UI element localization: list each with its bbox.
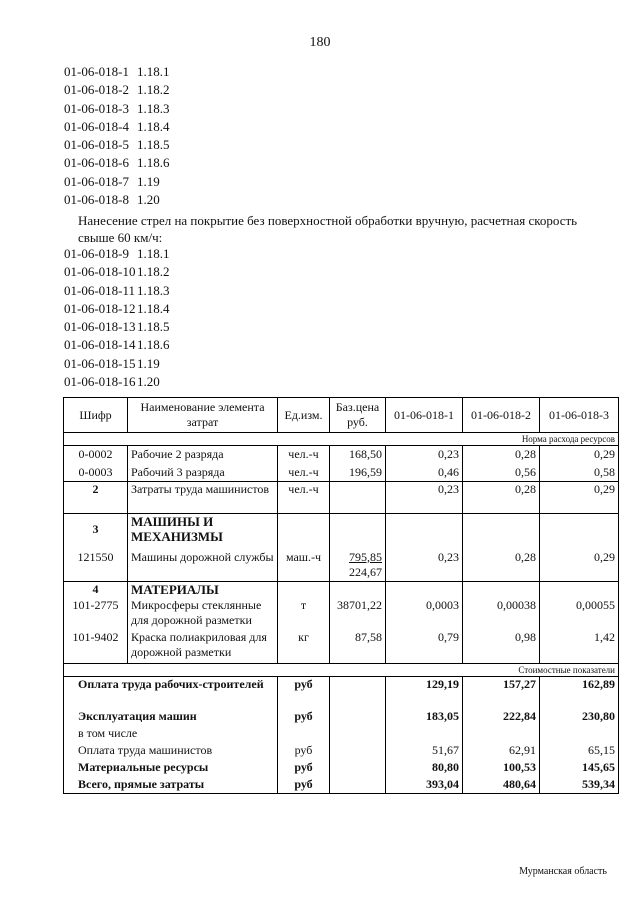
cell-unit: маш.-ч [278,550,330,582]
cell-code: 0-0002 [64,446,128,464]
cell-unit: руб [278,709,330,726]
section-number: 3 [64,514,128,550]
empty-cell [330,777,386,794]
list-item [64,81,170,99]
table-row [64,464,619,482]
cell-value: 230,80 [540,709,619,726]
list-item [64,318,170,336]
code-list-1 [64,63,170,209]
empty-cell [330,582,386,598]
cell-name: Машины дорожной службы [128,550,278,582]
code: 01-06-018-1 [64,64,129,79]
table-row [64,677,619,709]
ref: 1.18.3 [137,100,170,116]
cell-value: 51,67 [386,743,463,760]
empty-cell [463,514,540,550]
table-header-row [64,398,619,433]
cost-name: Оплата труда рабочих-строителей [64,677,278,709]
table-row [64,598,619,630]
code: 01-06-018-14 [64,337,136,353]
cell-unit: чел.-ч [278,446,330,464]
cell-value: 65,15 [540,743,619,760]
table-row [64,760,619,777]
price-top: 795,85 [349,549,382,564]
cell-price: 87,58 [330,630,386,664]
cell-name: Рабочие 2 разряда [128,446,278,464]
list-item [64,263,170,281]
empty-cell [386,582,463,598]
list-item [64,336,170,354]
empty-cell [330,677,386,709]
ref: 1.18.3 [137,282,170,298]
cell-value: 0,23 [386,446,463,464]
cell-name: Микросферы стеклянные для дорожной разметки [128,598,278,630]
section-note: Нанесение стрел на покрытие без поверхностной обработки вручную, расчетная скорость свыше 60 км/ч: [78,213,578,245]
cell-price: 168,50 [330,446,386,464]
resource-norms-table [63,397,619,794]
cell-unit: чел.-ч [278,464,330,482]
column-header: Шифр [64,398,128,433]
ref: 1.18.5 [137,319,170,335]
code: 01-06-018-7 [64,173,129,189]
cell-value: 129,19 [386,677,463,709]
code: 01-06-018-9 [64,246,129,261]
cell-unit: руб [278,677,330,709]
cell-value: 0,29 [540,482,619,514]
empty-cell [330,743,386,760]
empty-cell [386,514,463,550]
page-number: 180 [309,35,331,50]
cell-value: 0,28 [463,550,540,582]
cell-value: 393,04 [386,777,463,794]
cell-value: 539,34 [540,777,619,794]
list-item [64,373,170,391]
column-header: Ед.изм. [278,398,330,433]
ref: 1.18.6 [137,155,170,171]
code: 01-06-018-8 [64,192,129,208]
cell-value: 0,28 [463,482,540,514]
table-row [64,482,619,514]
code: 01-06-018-6 [64,155,129,171]
cell-price: 38701,22 [330,598,386,630]
empty-cell [278,582,330,598]
list-item [64,136,170,154]
code: 01-06-018-11 [64,282,136,298]
list-item [64,63,170,81]
ref: 1.18.2 [137,264,170,280]
cost-name: Всего, прямые затраты [64,777,278,794]
empty-cell [330,760,386,777]
column-header: 01-06-018-2 [463,398,540,433]
cell-name: Затраты труда машинистов [128,482,278,514]
ref: 1.18.5 [137,137,170,153]
empty-cell [463,582,540,598]
cell-value: 222,84 [463,709,540,726]
cell-value: 0,29 [540,550,619,582]
band-label: Норма расхода ресурсов [64,433,619,446]
column-header: Баз.цена руб. [330,398,386,433]
cell-price [330,550,386,582]
empty-cell [540,726,619,743]
code: 01-06-018-5 [64,137,129,153]
ref: 1.20 [137,374,160,390]
cell-value: 0,98 [463,630,540,664]
footer-region: Мурманская область [519,866,607,877]
ref: 1.18.1 [137,64,170,79]
section-header-row [64,514,619,550]
empty-cell [330,709,386,726]
section-number: 2 [64,482,128,514]
cell-value: 145,65 [540,760,619,777]
table-row [64,709,619,726]
band-label: Стоимостные показатели [64,664,619,677]
section-header-row [64,582,619,598]
empty-cell [330,726,386,743]
cell-code: 101-2775 [64,598,128,630]
column-header: 01-06-018-3 [540,398,619,433]
table-row [64,726,619,743]
ref: 1.18.4 [137,300,170,316]
table-row [64,550,619,582]
cell-value: 0,46 [386,464,463,482]
cost-name: Оплата труда машинистов [64,743,278,760]
ref: 1.19 [137,355,160,371]
cell-value: 0,79 [386,630,463,664]
cell-price [330,482,386,514]
column-header: 01-06-018-1 [386,398,463,433]
ref: 1.18.1 [137,246,170,261]
cell-code: 101-9402 [64,630,128,664]
list-item [64,191,170,209]
code: 01-06-018-13 [64,319,136,335]
cell-value: 157,27 [463,677,540,709]
cell-value: 0,0003 [386,598,463,630]
code: 01-06-018-10 [64,264,136,280]
cell-value: 0,56 [463,464,540,482]
cell-value: 0,29 [540,446,619,464]
cell-unit: руб [278,777,330,794]
empty-cell [463,726,540,743]
cell-code: 121550 [64,550,128,582]
cell-value: 62,91 [463,743,540,760]
table-row [64,630,619,664]
list-item [64,154,170,172]
list-item [64,173,170,191]
cell-value: 80,80 [386,760,463,777]
cell-value: 0,00055 [540,598,619,630]
empty-cell [278,726,330,743]
cell-unit: чел.-ч [278,482,330,514]
ref: 1.18.4 [137,118,170,134]
list-item [64,118,170,136]
cell-name: Краска полиакриловая для дорожной разметки [128,630,278,664]
code: 01-06-018-16 [64,374,136,390]
cost-name: Эксплуатация машин [64,709,278,726]
cell-code: 0-0003 [64,464,128,482]
cell-unit: т [278,598,330,630]
code: 01-06-018-4 [64,118,129,134]
cell-value: 162,89 [540,677,619,709]
cell-value: 0,58 [540,464,619,482]
cell-name: Рабочий 3 разряда [128,464,278,482]
cost-name: Материальные ресурсы [64,760,278,777]
list-item [64,300,170,318]
cell-value: 1,42 [540,630,619,664]
cell-unit: кг [278,630,330,664]
ref: 1.20 [137,192,160,208]
cost-name: в том числе [64,726,278,743]
empty-cell [330,514,386,550]
table-row [64,777,619,794]
cell-unit: руб [278,743,330,760]
code-list-2 [64,245,170,391]
cell-unit: руб [278,760,330,777]
empty-cell [540,582,619,598]
code: 01-06-018-15 [64,355,136,371]
price-bottom: 224,67 [349,564,382,579]
section-title: МАТЕРИАЛЫ [128,582,278,598]
cell-value: 480,64 [463,777,540,794]
table-row [64,446,619,464]
table-row [64,743,619,760]
cell-price: 196,59 [330,464,386,482]
code: 01-06-018-12 [64,300,136,316]
code: 01-06-018-3 [64,100,129,116]
cell-value: 0,23 [386,550,463,582]
list-item [64,355,170,373]
empty-cell [540,514,619,550]
empty-cell [278,514,330,550]
list-item [64,245,170,263]
list-item [64,282,170,300]
ref: 1.19 [137,173,160,189]
cell-value: 100,53 [463,760,540,777]
cell-value: 0,00038 [463,598,540,630]
band-row-costs [64,664,619,677]
cell-value: 0,23 [386,482,463,514]
empty-cell [386,726,463,743]
cell-value: 0,28 [463,446,540,464]
ref: 1.18.2 [137,82,170,98]
code: 01-06-018-2 [64,82,129,98]
band-row-norms [64,433,619,446]
section-number: 4 [64,582,128,598]
cell-value: 183,05 [386,709,463,726]
list-item [64,100,170,118]
section-title: МАШИНЫ И МЕХАНИЗМЫ [128,514,278,550]
ref: 1.18.6 [137,337,170,353]
column-header: Наименование элемента затрат [128,398,278,433]
